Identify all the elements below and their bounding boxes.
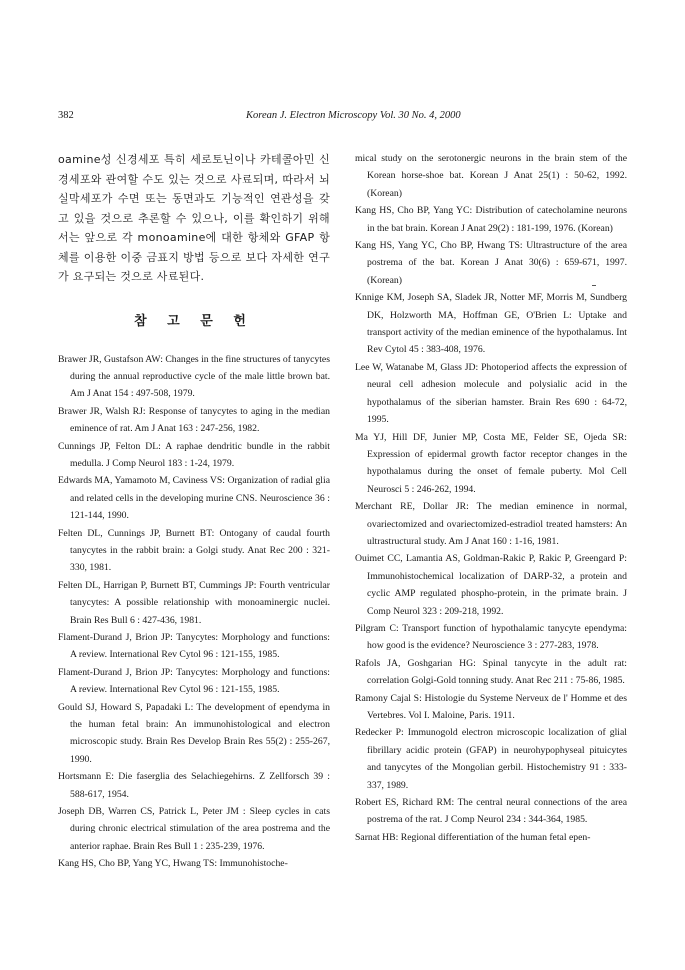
reference-item: Sarnat HB: Regional differentiation of the human fetal epen- (355, 831, 591, 843)
reference-item: Hortsmann E: Die faserglia des Selachiegehirns. Z Zellforsch 39 : 588-617, 1954. (58, 771, 330, 800)
reference-item: Ramony Cajal S: Histologie du Systeme Nerveux de l' Homme et des Vertebres. Vol I. Maloine, Paris. 1911. (355, 692, 627, 721)
body-paragraph: oamine성 신경세포 특히 세로토닌이나 카테콜아민 신경세포와 관여할 수도 있는 것으로 사료되며, 따라서 뇌실막세포가 수면 또는 동면과도 기능적인 연관성을 갖고 있을 것으로 추론할 수 있으나, 이를 확인하기 위해서는 앞으로 각 monoamine에 대한 항체와 GFAP 항체를 이용한 이중 금표지 방법 등으로 보다 자세한 연구가 요구되는 것으로 사료된다. (58, 153, 330, 283)
reference-item: Felten DL, Cunnings JP, Burnett BT: Ontogany of caudal fourth tanycytes in the rabbit brain: a Golgi study. Anat Rec 200 : 321-330, 1981. (58, 527, 330, 574)
references-heading: 참 고 문 헌 (134, 313, 254, 329)
reference-item: Redecker P: Immunogold electron microscopic localization of glial fibrillary acidic protein (GFAP) in neurohypophyseal pituicytes and tanycytes of the Mongolian gerbil. Histochemistry 91 : 333-337, 1989. (355, 727, 627, 791)
reference-item: Cunnings JP, Felton DL: A raphae dendritic bundle in the rabbit medulla. J Comp Neurol 183 : 1-24, 1979. (58, 440, 330, 469)
reference-item: Rafols JA, Goshgarian HG: Spinal tanycyte in the adult rat: correlation Golgi-Gold tonning study. Anat Rec 211 : 75-86, 1985. (355, 657, 627, 687)
reference-item: mical study on the serotonergic neurons in the brain stem of the Korean horse-shoe bat. Korean J Anat 25(1) : 50-62, 1992. (Korean) (355, 153, 627, 199)
reference-item: Ma YJ, Hill DF, Junier MP, Costa ME, Felder SE, Ojeda SR: Expression of epidermal growth factor receptor changes in the hypothalamus during the onset of female puberty. Mol Cell Neurosci 5 : 246-262, 1994. (355, 431, 627, 495)
reference-list-left (58, 351, 330, 873)
reference-item: Brawer JR, Gustafson AW: Changes in the fine structures of tanycytes during the annual reproductive cycle of the male little brown bat. Am J Anat 154 : 497-508, 1979. (58, 353, 330, 400)
reference-item: Brawer JR, Walsh RJ: Response of tanycytes to aging in the median eminence of rat. Am J Anat 163 : 247-256, 1982. (58, 405, 330, 435)
reference-item: Joseph DB, Warren CS, Patrick L, Peter JM : Sleep cycles in cats during chronic electrical stimulation of the area postrema and the anterior raphae. Brain Res Bull 1 : 235-239, 1976. (58, 806, 330, 852)
reference-item: Pilgram C: Transport function of hypothalamic tanycyte ependyma: how good is the evidence? Neuroscience 3 : 277-283, 1978. (355, 622, 627, 652)
right-column (355, 150, 627, 846)
reference-item: Felten DL, Harrigan P, Burnett BT, Cummings JP: Fourth ventricular tanycytes: A possible relationship with monoaminergic nuclei. Brain Res Bull 6 : 427-436, 1981. (58, 579, 330, 626)
reference-item: Ouimet CC, Lamantia AS, Goldman-Rakic P, Rakic P, Greengard P: Immunohistochemical localization of DARP-32, a protein and cyclic AMP regulated phospho-protein, in the primate brain. J Comp Neurol 323 : 209-218, 1992. (355, 553, 627, 617)
journal-running-title: Korean J. Electron Microscopy Vol. 30 No. 4, 2000 (246, 110, 461, 121)
reference-item: Merchant RE, Dollar JR: The median eminence in normal, ovariectomized and ovariectomized-estradiol treated hamsters: An ultrastructural study. Am J Anat 160 : 1-16, 1981. (355, 501, 627, 547)
reference-item: Robert ES, Richard RM: The central neural connections of the area postrema of the rat. J Comp Neurol 234 : 344-364, 1985. (355, 797, 627, 826)
stray-mark (592, 285, 596, 286)
reference-item: Gould SJ, Howard S, Papadaki L: The development of ependyma in the human fetal brain: An immunohistological and electron microscopic study. Brain Res Develop Brain Res 55(2) : 255-267, 1990. (58, 701, 330, 765)
reference-item: Flament-Durand J, Brion JP: Tanycytes: Morphology and functions: A review. International Rev Cytol 96 : 121-155, 1985. (58, 632, 330, 661)
page-number: 382 (58, 110, 74, 121)
reference-item: Knnige KM, Joseph SA, Sladek JR, Notter MF, Morris M, Sundberg DK, Holzworth MA, Hoffman GE, O'Brien L: Uptake and transport activity of the median eminence of the hypothalamus. Int Rev Cytol 45 : 383-408, 1976. (355, 292, 627, 356)
left-column (58, 150, 330, 873)
reference-item: Edwards MA, Yamamoto M, Caviness VS: Organization of radial glia and related cells in the developing murine CNS. Neuroscience 36 : 121-144, 1990. (58, 475, 330, 522)
reference-list-right (355, 150, 627, 846)
running-header (58, 110, 630, 124)
reference-item: Lee W, Watanabe M, Glass JD: Photoperiod affects the expression of neural cell adhesion molecule and polysialic acid in the hypothalamus of the siberian hamster. Brain Res 690 : 64-72, 1995. (355, 361, 627, 426)
reference-item: Kang HS, Cho BP, Yang YC, Hwang TS: Immunohistoche- (58, 858, 288, 870)
reference-item: Flament-Durand J, Brion JP: Tanycytes: Morphology and functions: A review. International Rev Cytol 96 : 121-155, 1985. (58, 666, 330, 696)
reference-item: Kang HS, Yang YC, Cho BP, Hwang TS: Ultrastructure of the area postrema of the bat. Korean J Anat 30(6) : 659-671, 1997. (Korean) (355, 240, 627, 286)
reference-item: Kang HS, Cho BP, Yang YC: Distribution of catecholamine neurons in the bat brain. Korean J Anat 29(2) : 181-199, 1976. (Korean) (355, 205, 627, 234)
